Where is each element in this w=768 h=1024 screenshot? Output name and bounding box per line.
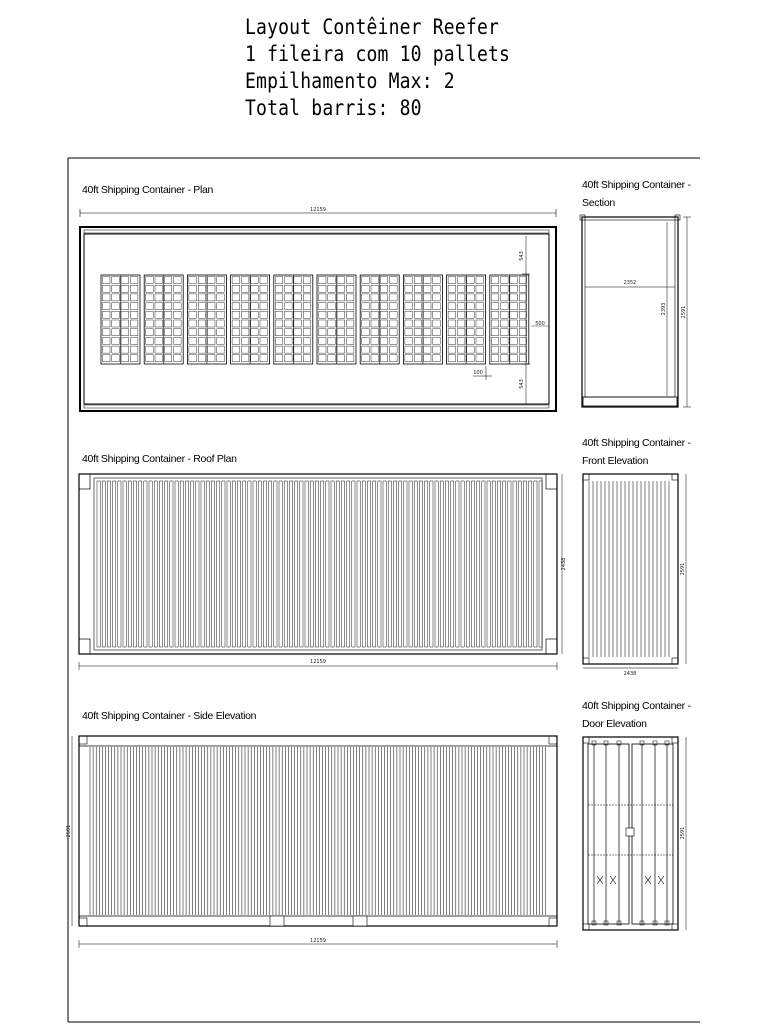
pallet bbox=[317, 275, 356, 364]
pallet bbox=[490, 275, 529, 364]
plan-view-title: 40ft Shipping Container - Plan bbox=[82, 184, 214, 196]
section-view-title-1: 40ft Shipping Container - bbox=[582, 179, 691, 191]
door-elevation-title-2: Door Elevation bbox=[582, 718, 647, 730]
plan-inner-wall bbox=[84, 234, 549, 404]
pallet bbox=[360, 275, 399, 364]
plan-length-label: 12159 bbox=[310, 207, 326, 213]
door-elevation-view bbox=[583, 737, 686, 930]
roof-length-label: 12159 bbox=[310, 659, 326, 665]
front-height-label: 2591 bbox=[680, 562, 686, 576]
door-elevation-title-1: 40ft Shipping Container - bbox=[582, 700, 691, 712]
section-width-label: 2352 bbox=[623, 280, 637, 286]
side-height-label: 2591 bbox=[66, 824, 72, 838]
section-inner-height-label: 2393 bbox=[661, 302, 667, 316]
front-elevation-title-1: 40ft Shipping Container - bbox=[582, 437, 691, 449]
roof-width-label: 2438 bbox=[561, 557, 567, 571]
pallet bbox=[144, 275, 183, 364]
plan-gap-bottom-label: 543 bbox=[519, 379, 525, 389]
pallet bbox=[274, 275, 313, 364]
plan-gap-top-label: 543 bbox=[519, 251, 525, 261]
pallet bbox=[187, 275, 226, 364]
side-elevation-view bbox=[66, 736, 557, 948]
pallet bbox=[447, 275, 486, 364]
pallet bbox=[231, 275, 270, 364]
side-elevation-title: 40ft Shipping Container - Side Elevation bbox=[82, 710, 257, 722]
pallet-row bbox=[101, 275, 529, 364]
section-view-title-2: Section bbox=[582, 197, 615, 209]
pallet bbox=[403, 275, 442, 364]
section-outer-height-label: 2591 bbox=[681, 305, 687, 319]
plan-view bbox=[80, 207, 556, 411]
plan-gap-x-label: 100 bbox=[473, 370, 483, 376]
front-width-label: 2438 bbox=[623, 671, 637, 677]
door-height-label: 2591 bbox=[680, 826, 686, 840]
front-elevation-view bbox=[583, 474, 686, 677]
front-corrugation bbox=[589, 481, 669, 657]
roof-corrugation bbox=[97, 481, 542, 647]
title-line-1: Layout Contêiner Reefer bbox=[245, 15, 500, 39]
side-length-label: 12159 bbox=[310, 938, 326, 944]
plan-pallet-depth-label: 500 bbox=[535, 321, 545, 327]
roof-plan-view-title: 40ft Shipping Container - Roof Plan bbox=[82, 453, 237, 465]
side-corrugation bbox=[90, 747, 546, 915]
pallet bbox=[101, 275, 140, 364]
title-line-4: Total barris: 80 bbox=[245, 96, 422, 120]
roof-plan-view bbox=[79, 474, 567, 670]
section-view bbox=[580, 215, 691, 407]
title-line-2: 1 fileira com 10 pallets bbox=[245, 42, 511, 66]
front-elevation-title-2: Front Elevation bbox=[582, 455, 649, 467]
title-line-3: Empilhamento Max: 2 bbox=[245, 69, 455, 93]
plan-outer-wall bbox=[80, 227, 556, 411]
